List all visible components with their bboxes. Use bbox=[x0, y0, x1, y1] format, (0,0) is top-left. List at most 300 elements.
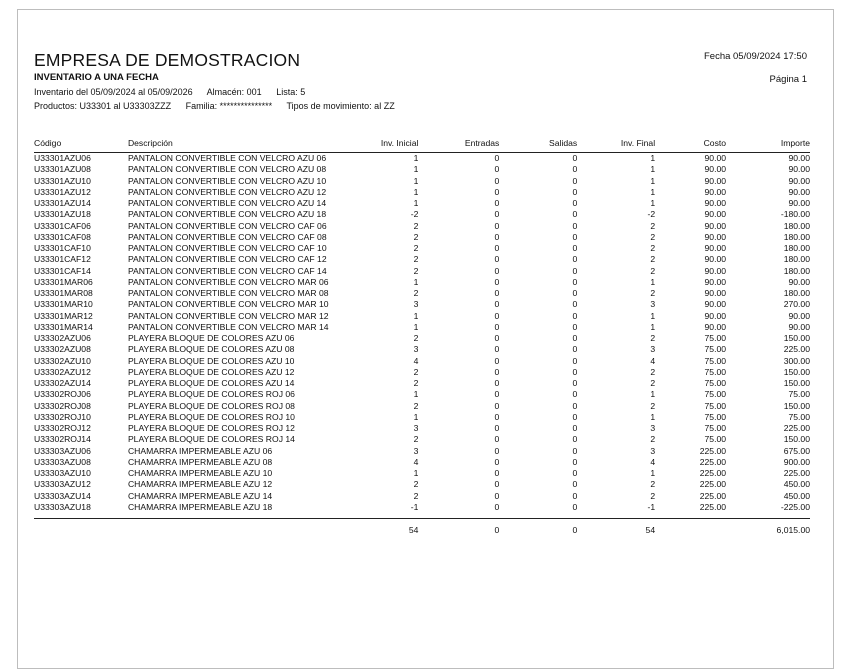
cell-entries: 0 bbox=[494, 164, 500, 175]
cell-code: U33301AZU10 bbox=[34, 175, 91, 186]
cell-final: 2 bbox=[650, 243, 656, 253]
cell-initial: 1 bbox=[413, 175, 419, 186]
cell-cost: 75.00 bbox=[704, 411, 727, 422]
cell-exits: 0 bbox=[572, 456, 578, 467]
cell-cost: 75.00 bbox=[704, 378, 727, 388]
cell-entries: 0 bbox=[494, 490, 500, 501]
col-initial: Inv. Inicial bbox=[329, 134, 419, 153]
cell-final: 2 bbox=[650, 288, 656, 298]
cell-code: U33303AZU06 bbox=[34, 445, 91, 456]
cell-cost: 75.00 bbox=[704, 355, 727, 366]
cell-entries: 0 bbox=[494, 299, 500, 310]
cell-code: U33303AZU08 bbox=[34, 456, 91, 467]
cell-description: PLAYERA BLOQUE DE COLORES AZU 12 bbox=[127, 366, 295, 377]
cell-amount: 450.00 bbox=[783, 479, 810, 490]
cell-description: PANTALON CONVERTIBLE CON VELCRO MAR 12 bbox=[127, 310, 329, 321]
cell-exits: 0 bbox=[572, 299, 578, 310]
cell-entries: 0 bbox=[494, 321, 500, 332]
table-row bbox=[34, 176, 810, 187]
report-title: INVENTARIO A UNA FECHA bbox=[34, 72, 159, 83]
table-row bbox=[34, 232, 810, 243]
cell-entries: 0 bbox=[494, 423, 500, 433]
cell-code: U33301MAR10 bbox=[34, 299, 93, 310]
cell-amount: 180.00 bbox=[783, 288, 810, 298]
cell-exits: 0 bbox=[572, 198, 578, 208]
cell-initial: 2 bbox=[413, 434, 419, 445]
col-exits: Salidas bbox=[499, 134, 577, 153]
cell-code: U33303AZU12 bbox=[34, 479, 91, 490]
cell-initial: 1 bbox=[413, 310, 419, 321]
cell-code: U33302AZU12 bbox=[34, 366, 91, 377]
cell-description: PANTALON CONVERTIBLE CON VELCRO CAF 12 bbox=[127, 254, 327, 265]
cell-code: U33301MAR12 bbox=[34, 310, 93, 321]
cell-amount: -225.00 bbox=[780, 501, 810, 512]
cell-entries: 0 bbox=[494, 333, 500, 343]
cell-code: U33301CAF10 bbox=[34, 243, 91, 253]
table-row bbox=[34, 266, 810, 277]
cell-exits: 0 bbox=[572, 209, 578, 220]
cell-initial: 4 bbox=[413, 456, 419, 467]
cell-description: CHAMARRA IMPERMEABLE AZU 14 bbox=[127, 490, 273, 501]
cell-cost: 75.00 bbox=[704, 344, 727, 355]
table-row bbox=[34, 311, 810, 322]
table-row bbox=[34, 446, 810, 457]
cell-description: PANTALON CONVERTIBLE CON VELCRO CAF 06 bbox=[127, 220, 327, 231]
cell-initial: 1 bbox=[413, 321, 419, 332]
cell-cost: 75.00 bbox=[704, 366, 727, 377]
cell-exits: 0 bbox=[572, 231, 578, 242]
cell-code: U33301AZU12 bbox=[34, 186, 91, 197]
cell-code: U33301CAF12 bbox=[34, 254, 91, 265]
col-final: Inv. Final bbox=[577, 134, 655, 153]
cell-entries: 0 bbox=[494, 411, 500, 422]
table-row bbox=[34, 243, 810, 254]
cell-entries: 0 bbox=[494, 445, 500, 456]
movement-types: Tipos de movimiento: al ZZ bbox=[286, 101, 395, 111]
col-amount: Importe bbox=[726, 134, 810, 153]
cell-code: U33302ROJ14 bbox=[34, 434, 91, 445]
cell-amount: 180.00 bbox=[783, 243, 810, 253]
cell-final: 1 bbox=[650, 411, 656, 422]
cell-exits: 0 bbox=[572, 400, 578, 411]
cell-final: 3 bbox=[650, 445, 656, 456]
cell-exits: 0 bbox=[572, 366, 578, 377]
cell-final: 2 bbox=[650, 378, 656, 388]
cell-entries: 0 bbox=[494, 220, 500, 231]
total-final: 54 bbox=[577, 519, 655, 542]
col-entries: Entradas bbox=[418, 134, 499, 153]
cell-initial: 2 bbox=[413, 378, 419, 388]
cell-entries: 0 bbox=[494, 389, 500, 400]
cell-description: PLAYERA BLOQUE DE COLORES ROJ 10 bbox=[127, 411, 295, 422]
cell-entries: 0 bbox=[494, 468, 500, 478]
cell-description: PANTALON CONVERTIBLE CON VELCRO MAR 06 bbox=[127, 276, 329, 287]
table-body bbox=[34, 153, 810, 514]
cell-cost: 90.00 bbox=[704, 164, 727, 175]
table-row bbox=[34, 412, 810, 423]
report-filters-line-2 bbox=[34, 101, 407, 111]
cell-initial: 1 bbox=[413, 164, 419, 175]
cell-code: U33302AZU10 bbox=[34, 355, 91, 366]
cell-cost: 90.00 bbox=[704, 231, 727, 242]
cell-initial: 2 bbox=[413, 490, 419, 501]
cell-cost: 90.00 bbox=[704, 209, 727, 220]
report-filters-line-1 bbox=[34, 87, 317, 97]
cell-entries: 0 bbox=[494, 276, 500, 287]
table-row bbox=[34, 221, 810, 232]
cell-exits: 0 bbox=[572, 254, 578, 265]
cell-cost: 90.00 bbox=[704, 175, 727, 186]
cell-final: 3 bbox=[650, 423, 656, 433]
cell-code: U33302ROJ08 bbox=[34, 400, 91, 411]
cell-cost: 90.00 bbox=[704, 220, 727, 231]
cell-cost: 90.00 bbox=[704, 310, 727, 321]
cell-description: PANTALON CONVERTIBLE CON VELCRO AZU 12 bbox=[127, 186, 327, 197]
cell-cost: 75.00 bbox=[704, 400, 727, 411]
cell-amount: 300.00 bbox=[783, 355, 810, 366]
cell-cost: 90.00 bbox=[704, 254, 727, 265]
cell-cost: 75.00 bbox=[704, 423, 727, 433]
date-range: Inventario del 05/09/2024 al 05/09/2026 bbox=[34, 87, 193, 97]
cell-exits: 0 bbox=[572, 423, 578, 433]
cell-initial: 2 bbox=[413, 243, 419, 253]
cell-entries: 0 bbox=[494, 288, 500, 298]
cell-initial: 2 bbox=[413, 400, 419, 411]
cell-exits: 0 bbox=[572, 434, 578, 445]
cell-cost: 90.00 bbox=[704, 198, 727, 208]
cell-amount: 90.00 bbox=[788, 153, 810, 163]
cell-initial: 3 bbox=[413, 344, 419, 355]
cell-exits: 0 bbox=[572, 333, 578, 343]
cell-code: U33301MAR14 bbox=[34, 321, 93, 332]
total-amount: 6,015.00 bbox=[726, 519, 810, 542]
cell-final: 2 bbox=[650, 231, 656, 242]
cell-entries: 0 bbox=[494, 254, 500, 265]
table-row bbox=[34, 299, 810, 310]
cell-entries: 0 bbox=[494, 355, 500, 366]
cell-entries: 0 bbox=[494, 153, 500, 163]
cell-code: U33303AZU14 bbox=[34, 490, 91, 501]
cell-cost: 90.00 bbox=[704, 243, 727, 253]
table-row bbox=[34, 502, 810, 513]
cell-exits: 0 bbox=[572, 243, 578, 253]
cell-exits: 0 bbox=[572, 186, 578, 197]
cell-description: PANTALON CONVERTIBLE CON VELCRO CAF 14 bbox=[127, 265, 327, 276]
cell-exits: 0 bbox=[572, 164, 578, 175]
cell-amount: 150.00 bbox=[783, 434, 810, 445]
cell-exits: 0 bbox=[572, 411, 578, 422]
totals-row bbox=[34, 519, 810, 542]
table-row bbox=[34, 288, 810, 299]
cell-initial: 1 bbox=[413, 389, 419, 400]
table-row bbox=[34, 389, 810, 400]
table-row bbox=[34, 367, 810, 378]
cell-initial: 3 bbox=[413, 299, 419, 310]
cell-final: 2 bbox=[650, 434, 656, 445]
cell-entries: 0 bbox=[494, 265, 500, 276]
table-row bbox=[34, 277, 810, 288]
company-name: EMPRESA DE DEMOSTRACION bbox=[34, 50, 301, 70]
cell-code: U33301CAF08 bbox=[34, 231, 91, 242]
cell-description: PANTALON CONVERTIBLE CON VELCRO CAF 08 bbox=[127, 231, 327, 242]
table-row bbox=[34, 434, 810, 445]
cell-initial: 1 bbox=[413, 153, 419, 163]
cell-amount: 90.00 bbox=[788, 310, 810, 321]
cell-exits: 0 bbox=[572, 445, 578, 456]
table-row bbox=[34, 254, 810, 265]
cell-entries: 0 bbox=[494, 378, 500, 388]
cell-description: PANTALON CONVERTIBLE CON VELCRO MAR 10 bbox=[127, 299, 329, 310]
cell-amount: 150.00 bbox=[783, 333, 810, 343]
cell-entries: 0 bbox=[494, 344, 500, 355]
cell-description: PLAYERA BLOQUE DE COLORES AZU 08 bbox=[127, 344, 295, 355]
cell-description: PANTALON CONVERTIBLE CON VELCRO AZU 10 bbox=[127, 175, 327, 186]
total-exits: 0 bbox=[499, 519, 577, 542]
cell-exits: 0 bbox=[572, 153, 578, 163]
cell-entries: 0 bbox=[494, 198, 500, 208]
cell-initial: -1 bbox=[410, 501, 419, 512]
cell-exits: 0 bbox=[572, 490, 578, 501]
cell-initial: 2 bbox=[413, 366, 419, 377]
cell-description: PLAYERA BLOQUE DE COLORES AZU 10 bbox=[127, 355, 295, 366]
cell-cost: 90.00 bbox=[704, 276, 727, 287]
cell-amount: 90.00 bbox=[788, 186, 810, 197]
cell-description: PLAYERA BLOQUE DE COLORES ROJ 06 bbox=[127, 389, 295, 400]
cell-exits: 0 bbox=[572, 175, 578, 186]
cell-final: 1 bbox=[650, 389, 656, 400]
cell-amount: 900.00 bbox=[783, 456, 810, 467]
table-row bbox=[34, 209, 810, 220]
cell-amount: 75.00 bbox=[788, 411, 810, 422]
cell-exits: 0 bbox=[572, 310, 578, 321]
cell-entries: 0 bbox=[494, 456, 500, 467]
cell-initial: 2 bbox=[413, 288, 419, 298]
cell-exits: 0 bbox=[572, 378, 578, 388]
cell-amount: -180.00 bbox=[780, 209, 810, 220]
cell-description: PANTALON CONVERTIBLE CON VELCRO AZU 06 bbox=[127, 153, 327, 163]
table-row bbox=[34, 423, 810, 434]
table-row bbox=[34, 468, 810, 479]
cell-final: 1 bbox=[650, 164, 656, 175]
cell-code: U33301MAR06 bbox=[34, 276, 93, 287]
cell-initial: 2 bbox=[413, 220, 419, 231]
cell-initial: 2 bbox=[413, 479, 419, 490]
table-row bbox=[34, 322, 810, 333]
cell-amount: 150.00 bbox=[783, 366, 810, 377]
cell-final: 2 bbox=[650, 366, 656, 377]
cell-final: -2 bbox=[647, 209, 656, 220]
total-entries: 0 bbox=[418, 519, 499, 542]
cell-entries: 0 bbox=[494, 501, 500, 512]
cell-cost: 225.00 bbox=[699, 456, 727, 467]
cell-amount: 150.00 bbox=[783, 378, 810, 388]
cell-amount: 450.00 bbox=[783, 490, 810, 501]
table-row bbox=[34, 333, 810, 344]
cell-final: 1 bbox=[650, 310, 656, 321]
cell-code: U33301CAF14 bbox=[34, 265, 91, 276]
cell-cost: 90.00 bbox=[704, 288, 727, 298]
table-row bbox=[34, 187, 810, 198]
cell-final: 1 bbox=[650, 198, 656, 208]
total-initial: 54 bbox=[329, 519, 419, 542]
cell-cost: 225.00 bbox=[699, 501, 727, 512]
cell-final: 2 bbox=[650, 220, 656, 231]
cell-description: CHAMARRA IMPERMEABLE AZU 12 bbox=[127, 479, 273, 490]
cell-code: U33301MAR08 bbox=[34, 288, 93, 298]
cell-amount: 180.00 bbox=[783, 220, 810, 231]
cell-final: 1 bbox=[650, 321, 656, 332]
table-row bbox=[34, 479, 810, 490]
cell-final: 3 bbox=[650, 344, 656, 355]
cell-exits: 0 bbox=[572, 468, 578, 478]
table-row bbox=[34, 198, 810, 209]
cell-initial: 2 bbox=[413, 254, 419, 265]
cell-entries: 0 bbox=[494, 400, 500, 411]
cell-final: 1 bbox=[650, 186, 656, 197]
cell-cost: 75.00 bbox=[704, 333, 727, 343]
report-date: Fecha 05/09/2024 17:50 bbox=[703, 51, 807, 62]
table-header-row bbox=[34, 134, 810, 153]
cell-code: U33301AZU18 bbox=[34, 209, 91, 220]
price-list: Lista: 5 bbox=[276, 87, 306, 97]
cell-description: CHAMARRA IMPERMEABLE AZU 10 bbox=[127, 468, 273, 478]
cell-cost: 225.00 bbox=[699, 479, 727, 490]
cell-cost: 90.00 bbox=[704, 186, 727, 197]
cell-description: PANTALON CONVERTIBLE CON VELCRO AZU 08 bbox=[127, 164, 327, 175]
cell-cost: 225.00 bbox=[699, 445, 727, 456]
cell-code: U33302ROJ12 bbox=[34, 423, 91, 433]
cell-initial: 1 bbox=[413, 468, 419, 478]
cell-exits: 0 bbox=[572, 355, 578, 366]
table-row bbox=[34, 378, 810, 389]
page-number: Página 1 bbox=[769, 74, 807, 85]
cell-final: 2 bbox=[650, 265, 656, 276]
cell-description: PANTALON CONVERTIBLE CON VELCRO CAF 10 bbox=[127, 243, 327, 253]
cell-code: U33302ROJ06 bbox=[34, 389, 91, 400]
cell-exits: 0 bbox=[572, 479, 578, 490]
cell-final: 2 bbox=[650, 479, 656, 490]
cell-description: PANTALON CONVERTIBLE CON VELCRO MAR 08 bbox=[127, 288, 329, 298]
cell-entries: 0 bbox=[494, 175, 500, 186]
cell-exits: 0 bbox=[572, 220, 578, 231]
cell-entries: 0 bbox=[494, 310, 500, 321]
cell-code: U33303AZU10 bbox=[34, 468, 91, 478]
cell-final: 3 bbox=[650, 299, 656, 310]
cell-description: PLAYERA BLOQUE DE COLORES AZU 14 bbox=[127, 378, 295, 388]
cell-final: 4 bbox=[650, 456, 656, 467]
table-row bbox=[34, 401, 810, 412]
cell-code: U33302ROJ10 bbox=[34, 411, 91, 422]
cell-amount: 225.00 bbox=[783, 423, 810, 433]
cell-description: PLAYERA BLOQUE DE COLORES ROJ 08 bbox=[127, 400, 295, 411]
cell-description: CHAMARRA IMPERMEABLE AZU 08 bbox=[127, 456, 273, 467]
cell-final: 2 bbox=[650, 333, 656, 343]
cell-final: -1 bbox=[647, 501, 656, 512]
cell-entries: 0 bbox=[494, 434, 500, 445]
cell-initial: 2 bbox=[413, 333, 419, 343]
cell-initial: 1 bbox=[413, 276, 419, 287]
cell-amount: 225.00 bbox=[783, 344, 810, 355]
cell-entries: 0 bbox=[494, 209, 500, 220]
cell-description: CHAMARRA IMPERMEABLE AZU 18 bbox=[127, 501, 273, 512]
cell-cost: 225.00 bbox=[699, 468, 727, 478]
cell-cost: 225.00 bbox=[699, 490, 727, 501]
cell-amount: 180.00 bbox=[783, 231, 810, 242]
cell-initial: 1 bbox=[413, 198, 419, 208]
warehouse: Almacén: 001 bbox=[206, 87, 262, 97]
cell-code: U33301AZU06 bbox=[34, 153, 91, 163]
col-description: Descripción bbox=[128, 134, 329, 153]
cell-description: PANTALON CONVERTIBLE CON VELCRO AZU 18 bbox=[127, 209, 327, 220]
cell-amount: 270.00 bbox=[783, 299, 810, 310]
cell-entries: 0 bbox=[494, 186, 500, 197]
cell-amount: 150.00 bbox=[783, 400, 810, 411]
cell-final: 2 bbox=[650, 400, 656, 411]
cell-amount: 75.00 bbox=[788, 389, 810, 400]
cell-description: PLAYERA BLOQUE DE COLORES AZU 06 bbox=[127, 333, 295, 343]
table-row bbox=[34, 153, 810, 165]
cell-initial: 2 bbox=[413, 231, 419, 242]
cell-amount: 90.00 bbox=[788, 198, 810, 208]
cell-amount: 180.00 bbox=[783, 254, 810, 265]
cell-code: U33302AZU14 bbox=[34, 378, 91, 388]
cell-cost: 90.00 bbox=[704, 299, 727, 310]
cell-initial: 1 bbox=[413, 186, 419, 197]
cell-initial: 1 bbox=[413, 411, 419, 422]
table-row bbox=[34, 491, 810, 502]
cell-entries: 0 bbox=[494, 243, 500, 253]
cell-description: CHAMARRA IMPERMEABLE AZU 06 bbox=[127, 445, 273, 456]
col-cost: Costo bbox=[655, 134, 726, 153]
table-row bbox=[34, 457, 810, 468]
cell-final: 2 bbox=[650, 254, 656, 265]
cell-code: U33301AZU08 bbox=[34, 164, 91, 175]
cell-exits: 0 bbox=[572, 344, 578, 355]
inventory-table bbox=[34, 134, 810, 541]
cell-description: PLAYERA BLOQUE DE COLORES ROJ 14 bbox=[127, 434, 295, 445]
cell-exits: 0 bbox=[572, 288, 578, 298]
cell-exits: 0 bbox=[572, 321, 578, 332]
product-range: Productos: U33301 al U33303ZZZ bbox=[34, 101, 172, 111]
table-row bbox=[34, 356, 810, 367]
col-code: Código bbox=[34, 134, 128, 153]
cell-initial: -2 bbox=[410, 209, 419, 220]
cell-cost: 90.00 bbox=[704, 321, 727, 332]
cell-description: PANTALON CONVERTIBLE CON VELCRO AZU 14 bbox=[127, 198, 327, 208]
cell-code: U33302AZU06 bbox=[34, 333, 91, 343]
cell-initial: 3 bbox=[413, 445, 419, 456]
cell-cost: 75.00 bbox=[704, 389, 727, 400]
cell-exits: 0 bbox=[572, 501, 578, 512]
cell-initial: 2 bbox=[413, 265, 419, 276]
cell-cost: 75.00 bbox=[704, 434, 727, 445]
cell-amount: 90.00 bbox=[788, 175, 810, 186]
cell-initial: 4 bbox=[413, 355, 419, 366]
cell-final: 1 bbox=[650, 276, 656, 287]
cell-cost: 90.00 bbox=[704, 153, 727, 163]
cell-code: U33301CAF06 bbox=[34, 220, 91, 231]
cell-description: PANTALON CONVERTIBLE CON VELCRO MAR 14 bbox=[127, 321, 329, 332]
cell-code: U33301AZU14 bbox=[34, 198, 91, 208]
cell-exits: 0 bbox=[572, 265, 578, 276]
cell-final: 1 bbox=[650, 468, 656, 478]
cell-final: 1 bbox=[650, 175, 656, 186]
cell-amount: 90.00 bbox=[788, 276, 810, 287]
cell-code: U33302AZU08 bbox=[34, 344, 91, 355]
table-row bbox=[34, 344, 810, 355]
cell-code: U33303AZU18 bbox=[34, 501, 91, 512]
family-filter: Familia: *************** bbox=[185, 101, 273, 111]
